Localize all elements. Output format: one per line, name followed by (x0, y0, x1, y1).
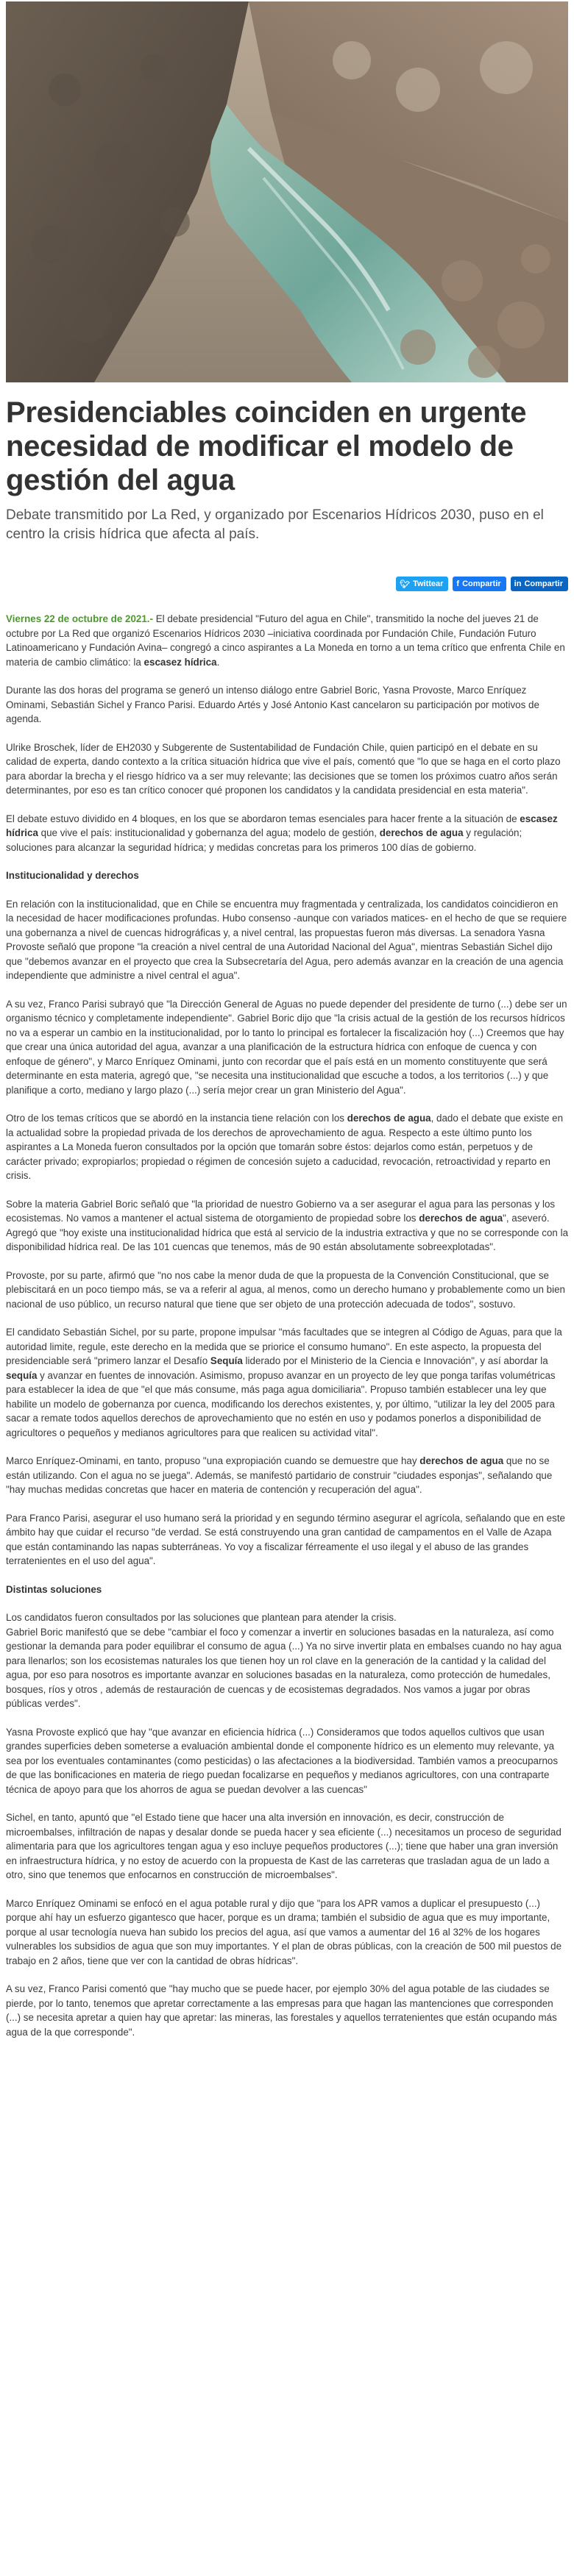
facebook-share-button[interactable] (453, 577, 506, 591)
section-heading: Distintas soluciones (6, 1583, 102, 1595)
paragraph: Sichel, en tanto, apuntó que "el Estado tiene que hacer una alta inversión en innovación, es decir, construcción de microembalses, infiltración de napas y desalar donde se pueda hacer y sea eficiente (...) necesitamos un proceso de seguridad alimentaria para que los agricultores tengan agua y eso incluye pequeños productores (...); tiene que haber una gran inversión en infraestructura hídrica, y no estoy de acuerdo con la propuesta de Kast de las carreteras que trasladan agua de un lado a otro, sino que tenemos que enfocarnos en construcción de microembalses". (6, 1812, 561, 1880)
paragraph: Viernes 22 de octubre de 2021.- El debate presidencial "Futuro del agua en Chile", transmitido la noche del jueves 21 de octubre por La Red que organizó Escenarios Hídricos 2030 –iniciativa coordinada por Fundación Chile, Fundación Futuro Latinoamericano y Fundación Avina– congregó a cinco aspirantes a La Moneda en torno a un tema crítico que enfrenta Chile en materia de cambio climático: la escasez hídrica. (6, 613, 565, 668)
paragraph: Sobre la materia Gabriel Boric señaló que "la prioridad de nuestro Gobierno va a ser asegurar el agua para las personas y los ecosistemas. No vamos a mantener el actual sistema de otorgamiento de propiedad sobre los derechos de agua", aseveró. Agregó que "hoy existe una institucionalidad hídrica que está al servicio de la industria extractiva y que no se corresponde con la disponibilidad hídrica real. De las 101 cuencas que tenemos, más de 90 están absolutamente sobreexplotadas". (6, 1198, 569, 1252)
twitter-share-button[interactable] (396, 577, 448, 591)
share-bar (6, 577, 568, 591)
article-date: Viernes 22 de octubre de 2021.- (6, 613, 153, 624)
subtitle: Debate transmitido por La Red, y organizado por Escenarios Hídricos 2030, puso en el centro la crisis hídrica que afecta al país. (6, 507, 544, 542)
article-body (6, 612, 568, 2039)
paragraph: Marco Enríquez Ominami se enfocó en el agua potable rural y dijo que "para los APR vamos a duplicar el presupuesto (...) porque ahí hay un esfuerzo gigantesco que hacer, porque es un drama; también el subsidio de agua que es muy importante, porque al usar tecnología nueva han subido los precios del agua, así que vamos a aumentar del 16 al 32% de los hogares vulnerables los subsidios de agua que son muy importantes. Y el plan de obras públicas, con la creación de 500 mil puestos de trabajo en 2 años, tiene que ver con la cantidad de obras hídricas". (6, 1897, 562, 1966)
linkedin-share-button[interactable] (511, 577, 568, 591)
paragraph: Ulrike Broschek, líder de EH2030 y Subgerente de Sustentabilidad de Fundación Chile, quien participó en el debate en su calidad de experta, dando contexto a la crítica situación hídrica que vive el país, comentó que "lo que se haga en el corto plazo para abordar la brecha y el riesgo hídrico va a ser muy relevante; las decisiones que se tomen los próximos cuatro años serán determinantes, por eso es tan crítico conocer qué proponen los candidatos y la candidata presidencial en esta materia". (6, 741, 561, 796)
facebook-f-icon: f (456, 579, 460, 588)
paragraph: A su vez, Franco Parisi subrayó que "la Dirección General de Aguas no puede depender del presidente de turno (...) debe ser un organismo técnico y completamente independiente". Gabriel Boric dijo que "la crisis actual de la gestión de los recursos hídricos no va a esperar un cambio en la institucionalidad, por lo tanto lo principal es fortalecer la fiscalización hoy (...) Creemos que hay que crear una única autoridad del agua, avanzar a una planificación de la estructura hídrica con enfoque de cuenca y con enfoque de género", y Marco Enríquez Ominami, junto con recordar que el país está en un momento constituyente que será determinante en esta materia, agregó que, "se necesita una institucionalidad que escuche a todos, a los territorios (...) y que planifique a corto, mediano y largo plazo (...) sería mejor crear un gran Ministerio del Agua". (6, 998, 567, 1096)
twitter-share-label: Twittear (413, 579, 444, 588)
hero-image (6, 1, 568, 382)
linkedin-in-icon: in (514, 579, 522, 588)
twitter-bird-icon: 🐦︎ (400, 579, 411, 589)
paragraph: Durante las dos horas del programa se generó un intenso diálogo entre Gabriel Boric, Yasna Provoste, Marco Enríquez Ominami, Sebastián Sichel y Franco Parisi. Eduardo Artés y José Antonio Kast cancelaron su participación por motivos de agenda. (6, 685, 539, 724)
paragraph: El candidato Sebastián Sichel, por su parte, propone impulsar "más facultades que se integren al Código de Aguas, para que la autoridad limite, regule, este derecho en la medida que se priorice el consumo humano". En este aspecto, la propuesta del presidenciable será "primero lanzar el Desafío Sequía liderado por el Ministerio de la Ciencia e Innovación", y así abordar la sequía y avanzar en fuentes de innovación. Asimismo, propuso avanzar en un proyecto de ley que ponga tarifas volumétricas para establecer la idea de que "el que más consume, más paga agua domiciliaria". Propuso también establecer una ley que habilite un modelo de gobernanza por cuenca, modificando los derechos existentes, y, por último, "utilizar la ley del 2005 para sacar a remate todos aquellos derechos de aprovechamiento que no estén en uso y podamos ponerlos a disponibilidad de agricultores o pequeños y medianos agricultores para que realicen su actividad vital". (6, 1327, 562, 1438)
section-heading: Institucionalidad y derechos (6, 870, 139, 881)
paragraph: Para Franco Parisi, asegurar el uso humano será la prioridad y en segundo término asegurar el agrícola, señalando que en este ámbito hay que cuidar el recurso "de verdad. Se está construyendo una gran cantidad de campamentos en el Valle de Azapa que están contaminando las napas subterráneas. Yo voy a fiscalizar férreamente el uso ilegal y el abuso de las grandes terratenientes en el uso del agua". (6, 1512, 565, 1566)
headline: Presidenciables coinciden en urgente necesidad de modificar el modelo de gestión del agua (6, 396, 527, 496)
paragraph: Provoste, por su parte, afirmó que "no nos cabe la menor duda de que la propuesta de la Convención Constitucional, que se plebiscitará en un poco tiempo más, se va a referir al agua, al menos, como un derecho humano y probablemente como un bien nacional de uso público, un recurso natural que tiene que ser objeto de una protección adecuada de todos", sostuvo. (6, 1269, 565, 1310)
paragraph: Marco Enríquez-Ominami, en tanto, propuso "una expropiación cuando se demuestre que hay derechos de agua que no se están utilizando. Con el agua no se juega". Además, se manifestó partidario de construir "ciudades esponjas", señalando que "hay muchas medidas concretas que hacer en materia de contención y recuperación del agua". (6, 1455, 553, 1495)
paragraph: El debate estuvo dividido en 4 bloques, en los que se abordaron temas esenciales para hacer frente a la situación de escasez hídrica que vive el país: institucionalidad y gobernanza del agua; modelo de gestión, derechos de agua y regulación; soluciones para alcanzar la seguridad hídrica; y medidas concretas para los primeros 100 días de gobierno. (6, 813, 558, 853)
linkedin-share-label: Compartir (524, 579, 563, 588)
paragraph: A su vez, Franco Parisi comentó que "hay mucho que se puede hacer, por ejemplo 30% del agua potable de las ciudades se pierde, por lo tanto, tenemos que apretar correctamente a las empresas para que hagan las mantenciones que corresponden (...) se necesita apretar a quien hay que apretar: las mineras, las forestales y aquellos terratenientes que están ocupando más agua de la que corresponde". (6, 1983, 557, 2038)
paragraph: Los candidatos fueron consultados por las soluciones que plantean para atender la crisis. Gabriel Boric manifestó que se debe "cambiar el foco y comenzar a invertir en soluciones basadas en la naturaleza, así como gestionar la demanda para poder equilibrar el consumo de agua (...) Ya no sirve invertir plata en embalses cuando no hay agua para llenarlos; son los ecosistemas naturales los que tienen hoy un rol clave en la generación de la cantidad y la calidad del agua, por eso para nosotros es importante avanzar en soluciones basadas en la naturaleza, como protección de humedales, bosques, ríos y otros , además de restauración de cuencas y de ecosistemas degradados. Nos vamos a jugar por obras públicas verdes". (6, 1612, 562, 1709)
paragraph: Otro de los temas críticos que se abordó en la instancia tiene relación con los derechos de agua, dado el debate que existe en la actualidad sobre la propiedad privada de los derechos de aprovechamiento de agua. Respecto a este último punto los aspirantes a La Moneda fueron consultados por la opción que tomarán sobre éstos: dejarlos como están, perpetuos y de carácter privado; expropiarlos; propiedad o régimen de concesión sujeto a caducidad, revocación, retroactividad y reparto en crisis. (6, 1113, 564, 1181)
paragraph: Yasna Provoste explicó que hay "que avanzar en eficiencia hídrica (...) Consideramos que todos aquellos cultivos que usan grandes superficies deben someterse a evaluación ambiental donde el componente hídrico es un elemento muy relevante, ya sea por los eventuales contaminantes (como pesticidas) o las afectaciones a la biodiversidad. También vamos a preocuparnos de que las bonificaciones en materia de riego puedan focalizarse en pequeños y medianos agricultores, con una contraparte técnica de apoyo para que los ahorros de agua se puedan devolver a las cuencas" (6, 1726, 559, 1795)
facebook-share-label: Compartir (462, 579, 501, 588)
paragraph: En relación con la institucionalidad, que en Chile se encuentra muy fragmentada y centralizada, los candidatos coincidieron en la necesidad de hacer modificaciones profundas. Hubo consenso -aunque con variados matices- en el hecho de que se requiere una gobernanza a nivel de cuencas hidrográficas y, a nivel central, las propuestas fueron más diversas. La senadora Yasna Provoste señaló que propone "la creación a nivel central de una Autoridad Nacional del Agua", mientras Sebastián Sichel dijo que "debemos avanzar en el proyecto que crea la Subsecretaría del Agua, pero además avanzar en la creación de una agencia independiente que administre a nivel central el agua". (6, 898, 567, 981)
